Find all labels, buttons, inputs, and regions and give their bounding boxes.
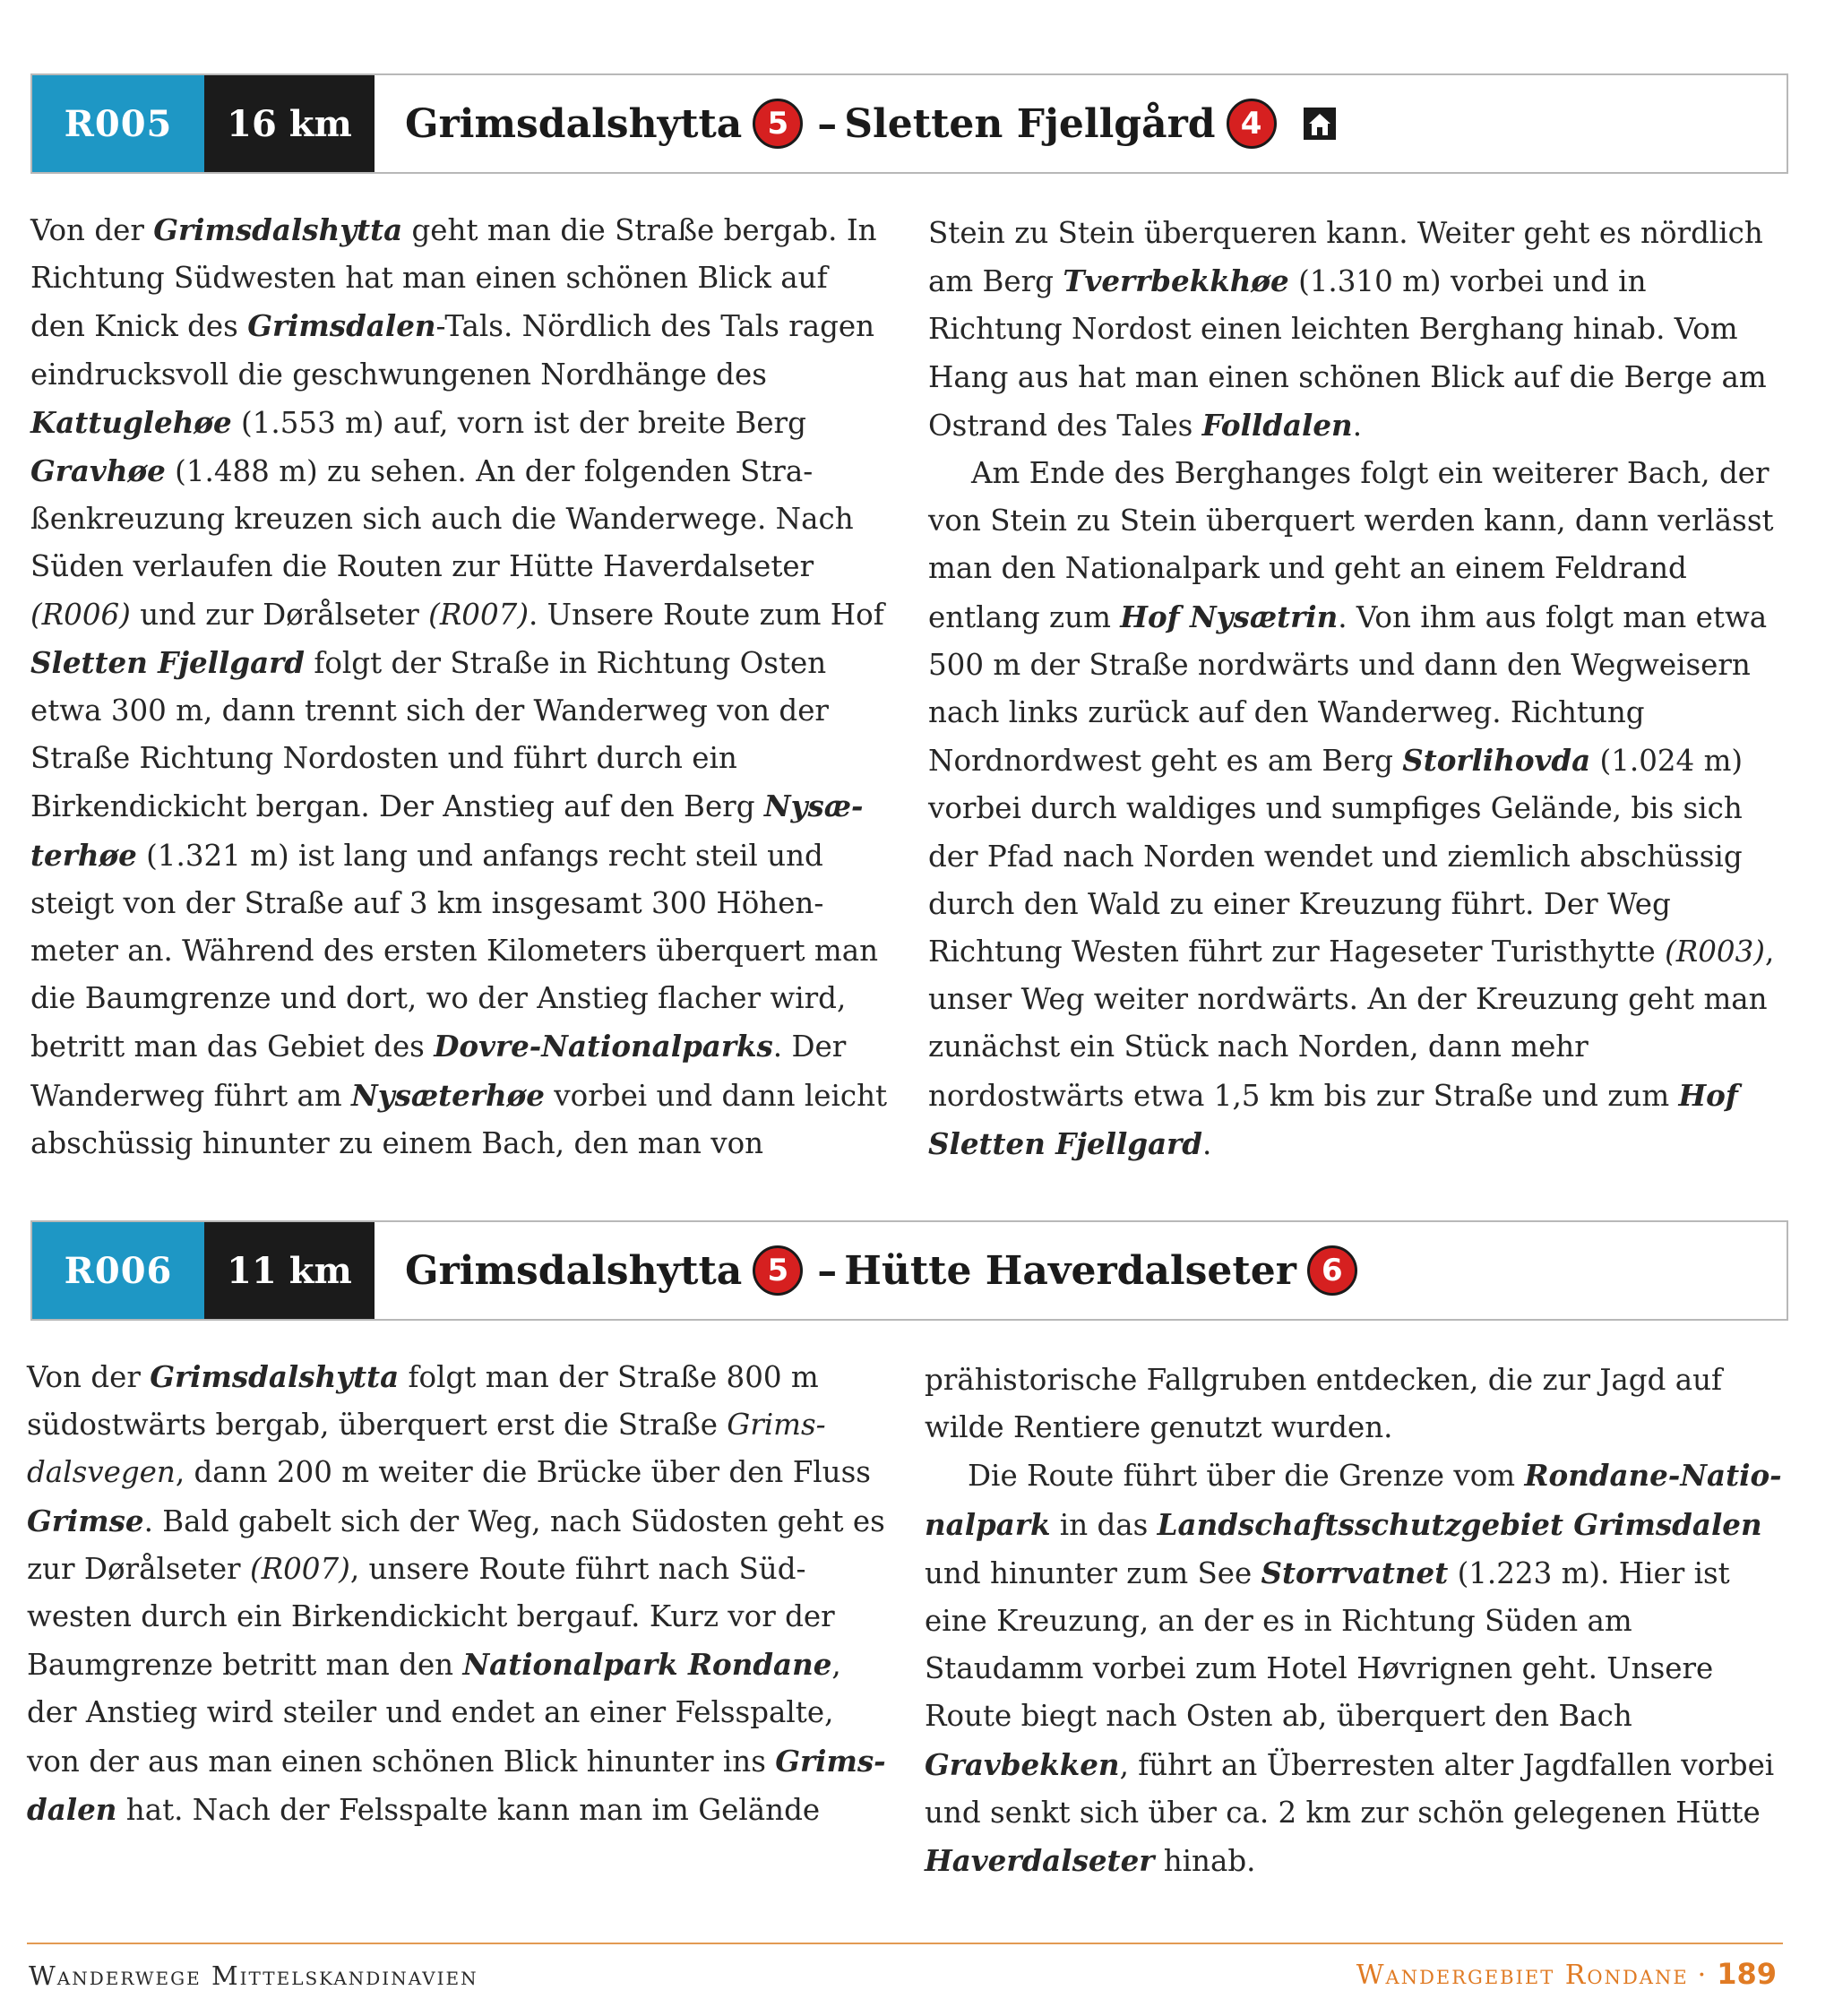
paragraph	[30, 206, 891, 1167]
place-name: Grimsdalen	[27, 1743, 886, 1827]
place-name: Nysæterhøe	[351, 1077, 545, 1113]
route-reference: (R007)	[249, 1551, 350, 1586]
place-name: Nationalpark Rondane	[462, 1647, 832, 1683]
route-to: Hütte Haverdalseter	[844, 1247, 1296, 1294]
text-run: hat. Nach der Felsspalte kann man im Gelände	[116, 1792, 821, 1827]
text-run: Die Route führt über die Grenze vom	[968, 1459, 1525, 1494]
text-run: vorbei und dann leicht abschüssig hinunter zu einem Bach, den man von	[30, 1078, 888, 1160]
hut-number-badge: 6	[1307, 1245, 1357, 1296]
place-name: Dovre-Nationalparks	[434, 1029, 773, 1064]
place-name: Folldalen	[1201, 407, 1353, 443]
route-header-r005	[30, 73, 1788, 174]
paragraph	[925, 1452, 1785, 1885]
place-name: Storrvatnet	[1261, 1555, 1449, 1590]
hut-number-badge: 5	[753, 1245, 803, 1296]
text-run: . Bald gabelt sich der Weg, nach Südosten geht es zur Dørålseter	[27, 1503, 885, 1586]
route-code: R006	[32, 1222, 204, 1319]
text-run: , unser Weg weiter nordwärts. An der Kreuzung geht man zunächst ein Stück nach Norden, dann mehr nordostwärts etwa 1,5 km bis zur Straße und zum	[928, 935, 1775, 1113]
place-name: Landschaftsschutzgebiet Grimsdalen	[1157, 1506, 1762, 1542]
place-name: Rondane-Nationalpark	[925, 1458, 1782, 1542]
paragraph	[928, 210, 1788, 450]
text-run: , unsere Route führt nach Südwesten durch ein Birkendickicht bergauf. Kurz vor der Baumgrenze betritt man den	[27, 1551, 835, 1683]
route-title	[375, 1222, 1366, 1319]
hut-icon	[1302, 106, 1338, 142]
paragraph	[925, 1357, 1785, 1452]
route-r006-text-left	[27, 1353, 887, 1834]
place-name: Hof Nysætrin	[1120, 599, 1339, 634]
footer-section	[1356, 1957, 1777, 1991]
text-run: Von der	[27, 1360, 151, 1394]
text-run: folgt man der Straße 800 m südostwärts bergab, überquert erst die Straße	[27, 1360, 819, 1443]
hut-number-badge: 5	[753, 99, 803, 149]
text-run: prähistorische Fallgruben entdecken, die zur Jagd auf wilde Rentiere genutzt wurden.	[925, 1363, 1723, 1445]
text-run: , der Anstieg wird steiler und endet an einer Felsspalte, von der aus man einen schönen Blick hinunter ins	[27, 1648, 841, 1779]
text-run: . Von ihm aus folgt man etwa 500 m der Straße nordwärts und dann den Wegweisern nach links zurück auf den Wanderweg. Richtung Nordnordwest geht es am Berg	[928, 599, 1768, 779]
text-run: geht man die Straße bergab. In Richtung Südwesten hat man einen schönen Blick auf den Knick des	[30, 213, 877, 344]
text-run: , dann 200 m weiter die Brücke über den Fluss	[175, 1455, 871, 1490]
place-name: Gravhøe	[30, 453, 166, 489]
place-name: Grimsdalen	[247, 308, 436, 344]
place-name: Nysæterhøe	[30, 788, 864, 873]
hut-number-badge: 4	[1227, 99, 1277, 149]
route-distance: 16 km	[204, 75, 375, 172]
page-number: 189	[1717, 1957, 1777, 1991]
place-name: Grimsdalshytta	[153, 212, 403, 247]
route-code: R005	[32, 75, 204, 172]
text-run: hinab.	[1154, 1844, 1256, 1879]
route-r005-text-right	[928, 210, 1788, 1168]
text-run: (1.310 m) vorbei und in Richtung Nordost einen leichten Berghang hinab. Vom Hang aus hat man einen schönen Blick auf die Berge am Ostrand des Tales	[928, 264, 1767, 443]
footer-dot: ·	[1697, 1960, 1709, 1991]
text-run: (1.488 m) zu sehen. An der folgenden Straßenkreuzung kreuzen sich auch die Wanderwege. Nach Süden verlaufen die Routen zur Hütte Haverdalseter	[30, 454, 854, 584]
place-name: Storlihovda	[1402, 743, 1591, 779]
place-name: Grimsdalshytta	[150, 1359, 400, 1394]
text-run: Am Ende des Berghanges folgt ein weiterer Bach, der von Stein zu Stein überquert werden kann, dann verlässt man den Nationalpark und geht an einem Feldrand entlang zum	[928, 456, 1774, 634]
text-run: -Tals. Nördlich des Tals ragen eindrucksvoll die geschwungenen Nordhänge des	[30, 309, 875, 392]
text-run: und hinunter zum See	[925, 1555, 1261, 1590]
text-run: (1.223 m). Hier ist eine Kreuzung, an der es in Richtung Süden am Staudamm vorbei zum Hotel Høvrignen geht. Unsere Route biegt nach Osten ab, überquert den Bach	[925, 1555, 1730, 1734]
route-title	[375, 75, 1338, 172]
route-from: Grimsdalshytta	[405, 100, 743, 147]
route-r006-text-right	[925, 1357, 1785, 1885]
place-name: Sletten Fjellgard	[30, 644, 305, 680]
text-run: (1.321 m) ist lang und anfangs recht steil und steigt von der Straße auf 3 km insgesamt 300 Höhenmeter an. Während des ersten Kilometers überquert man die Baumgrenze und dort, wo der Anstieg flacher wird, betritt man das Gebiet des	[30, 838, 879, 1064]
text-run: folgt der Straße in Richtung Osten etwa 300 m, dann trennt sich der Wanderweg von der Straße Richtung Nordosten und führt durch ein Birkendickicht bergan. Der Anstieg auf den Berg	[30, 645, 829, 824]
route-reference: (R006)	[30, 597, 131, 632]
text-run: . Der Wanderweg führt am	[30, 1030, 847, 1113]
place-name: Tverrbekkhøe	[1063, 263, 1289, 299]
footer-divider	[27, 1943, 1783, 1944]
text-run: Stein zu Stein überqueren kann. Weiter geht es nördlich am Berg	[928, 216, 1763, 299]
footer-section-title: Wandergebiet Rondane	[1356, 1960, 1689, 1991]
text-run: Von der	[30, 213, 154, 247]
text-run: .	[1352, 408, 1363, 443]
text-run: in das	[1050, 1507, 1158, 1542]
text-run: , führt an Überresten alter Jagdfallen vorbei und senkt sich über ca. 2 km zur schön gelegenen Hütte	[925, 1747, 1775, 1830]
place-name: Hof Sletten Fjellgard	[928, 1077, 1738, 1161]
route-distance: 11 km	[204, 1222, 375, 1319]
route-to: Sletten Fjellgård	[844, 100, 1216, 147]
route-separator: –	[817, 1247, 838, 1294]
text-run: (1.553 m) auf, vorn ist der breite Berg	[231, 405, 806, 440]
text-run: .	[1201, 1126, 1212, 1161]
route-reference: (R003)	[1665, 935, 1765, 969]
footer-book-title: Wanderwege Mittelskandinavien	[29, 1960, 478, 1991]
route-reference: (R007)	[428, 597, 530, 632]
text-run: . Unsere Route zum Hof	[529, 597, 884, 632]
text-run: und zur Dørålseter	[130, 597, 429, 632]
route-r005-text-left	[30, 206, 891, 1167]
place-name: Grimse	[27, 1503, 144, 1538]
place-name: Kattuglehøe	[30, 404, 232, 440]
paragraph	[928, 450, 1788, 1168]
text-run: (1.024 m) vorbei durch waldiges und sumpfiges Gelände, bis sich der Pfad nach Norden wendet und ziemlich abschüssig durch den Wald zu einer Kreuzung führt. Der Weg Richtung Westen führt zur Hageseter Turisthytte	[928, 744, 1744, 969]
place-name: Haverdalseter	[925, 1843, 1155, 1879]
route-header-r006	[30, 1220, 1788, 1321]
place-name: Gravbekken	[925, 1746, 1120, 1782]
route-reference: Grimsdalsvegen	[27, 1408, 826, 1490]
route-separator: –	[817, 100, 838, 147]
route-from: Grimsdalshytta	[405, 1247, 743, 1294]
paragraph	[27, 1353, 887, 1834]
